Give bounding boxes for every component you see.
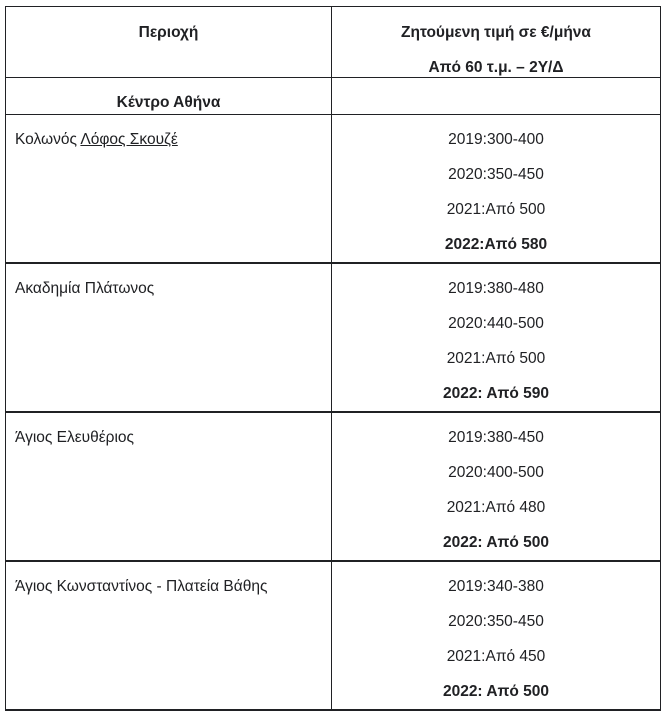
rent-price-table: [5, 6, 661, 711]
price-2022: 2022: Από 590: [442, 385, 550, 402]
header-price-sub: Από 60 τ.μ. – 2Υ/Δ: [428, 59, 564, 76]
area-name: Άγιος Ελευθέριος: [15, 429, 135, 446]
prices-cell: [332, 412, 661, 561]
area-name: Ακαδημία Πλάτωνος: [15, 280, 155, 297]
price-2020: 2020:440-500: [448, 315, 544, 332]
area-name: Άγιος Κωνσταντίνος - Πλατεία Βάθης: [15, 578, 268, 595]
header-price-cell: [332, 7, 661, 78]
area-cell: [6, 412, 332, 561]
price-2020: 2020:350-450: [448, 613, 544, 630]
area-link[interactable]: Λόφος Σκουζέ: [80, 131, 178, 148]
section-label: Κέντρο Αθήνα: [116, 94, 221, 111]
price-2020: 2020:400-500: [448, 464, 544, 481]
price-2021: 2021:Από 480: [446, 499, 546, 516]
prices-cell: [332, 561, 661, 710]
header-price-label: Ζητούμενη τιμή σε €/μήνα: [401, 24, 591, 41]
area-cell: [6, 561, 332, 710]
price-2019: 2019:380-450: [448, 429, 544, 446]
price-2019: 2019:380-480: [448, 280, 544, 297]
table-row: [6, 412, 661, 561]
area-cell: [6, 115, 332, 264]
price-2019: 2019:300-400: [448, 131, 544, 148]
header-area-label: Περιοχή: [138, 24, 199, 41]
section-cell: [6, 78, 332, 115]
prices-cell: [332, 115, 661, 264]
header-area-cell: [6, 7, 332, 78]
price-2019: 2019:340-380: [448, 578, 544, 595]
area-cell: [6, 263, 332, 412]
price-2021: 2021:Από 500: [446, 350, 546, 367]
area-name: Κολωνός: [15, 131, 81, 148]
price-2021: 2021:Από 500: [446, 201, 546, 218]
table-row: [6, 263, 661, 412]
table-row: [6, 115, 661, 264]
price-2020: 2020:350-450: [448, 166, 544, 183]
price-2021: 2021:Από 450: [446, 648, 546, 665]
price-2022: 2022: Από 500: [442, 534, 550, 551]
section-row: [6, 78, 661, 115]
table-row: [6, 561, 661, 710]
price-2022: 2022:Από 580: [444, 236, 548, 253]
section-empty-cell: [332, 78, 661, 115]
price-2022: 2022: Από 500: [442, 683, 550, 700]
header-row: [6, 7, 661, 78]
prices-cell: [332, 263, 661, 412]
